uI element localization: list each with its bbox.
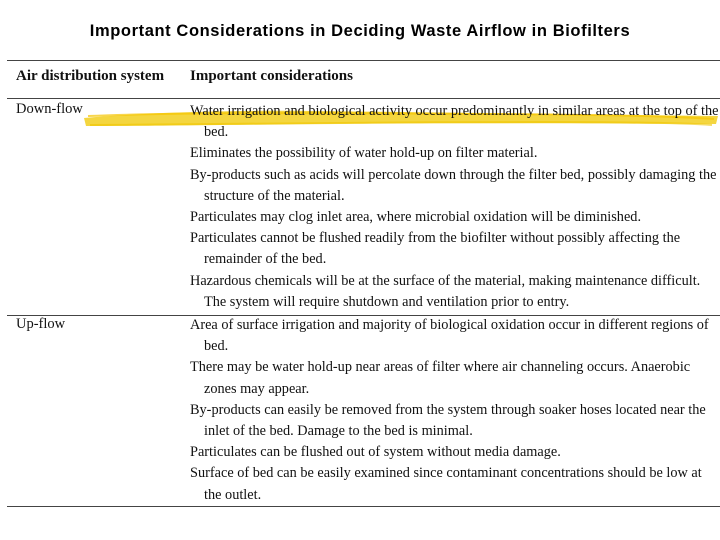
list-item: Hazardous chemicals will be at the surface of the material, making maintenance difficult. The system will require shutdown and ventilation prior to entry. — [190, 272, 701, 310]
row-label-down-flow: Down-flow — [16, 101, 83, 117]
list-item: By-products can easily be removed from the system through soaker hoses located near the inlet of the bed. Damage to the bed is minimal. — [190, 401, 706, 440]
list-item: There may be water hold-up near areas of filter where air channeling occurs. Anaerobic zones may appear. — [190, 359, 691, 397]
table-top-rule — [7, 60, 720, 61]
column-header-air-distribution-system: Air distribution system — [16, 68, 165, 84]
row-label-up-flow: Up-flow — [16, 316, 66, 332]
list-item: By-products such as acids will percolate down through the filter bed, possibly damaging the structure of the material. — [190, 166, 717, 204]
table-header-rule — [7, 98, 720, 99]
list-item: Water irrigation and biological activity occur predominantly in similar areas at the top of the bed. — [190, 103, 719, 141]
list-item: Eliminates the possibility of water hold-up on filter material. — [190, 145, 538, 162]
column-header-important-considerations: Important considerations — [190, 68, 353, 84]
slide-title: Important Considerations in Deciding Waste Airflow in Biofilters — [89, 22, 631, 40]
list-item: Particulates can be flushed out of system without media damage. — [190, 444, 561, 461]
up-flow-considerations-list — [190, 315, 720, 506]
table-bottom-rule — [7, 506, 720, 507]
list-item: Area of surface irrigation and majority of biological oxidation occur in different regions of bed. — [190, 317, 709, 355]
list-item: Surface of bed can be easily examined since contaminant concentrations should be low at the outlet. — [190, 465, 702, 503]
list-item: Particulates may clog inlet area, where microbial oxidation will be diminished. — [190, 209, 642, 226]
list-item: Particulates cannot be flushed readily from the biofilter without possibly affecting the remainder of the bed. — [190, 230, 681, 268]
down-flow-considerations-list — [190, 101, 720, 313]
